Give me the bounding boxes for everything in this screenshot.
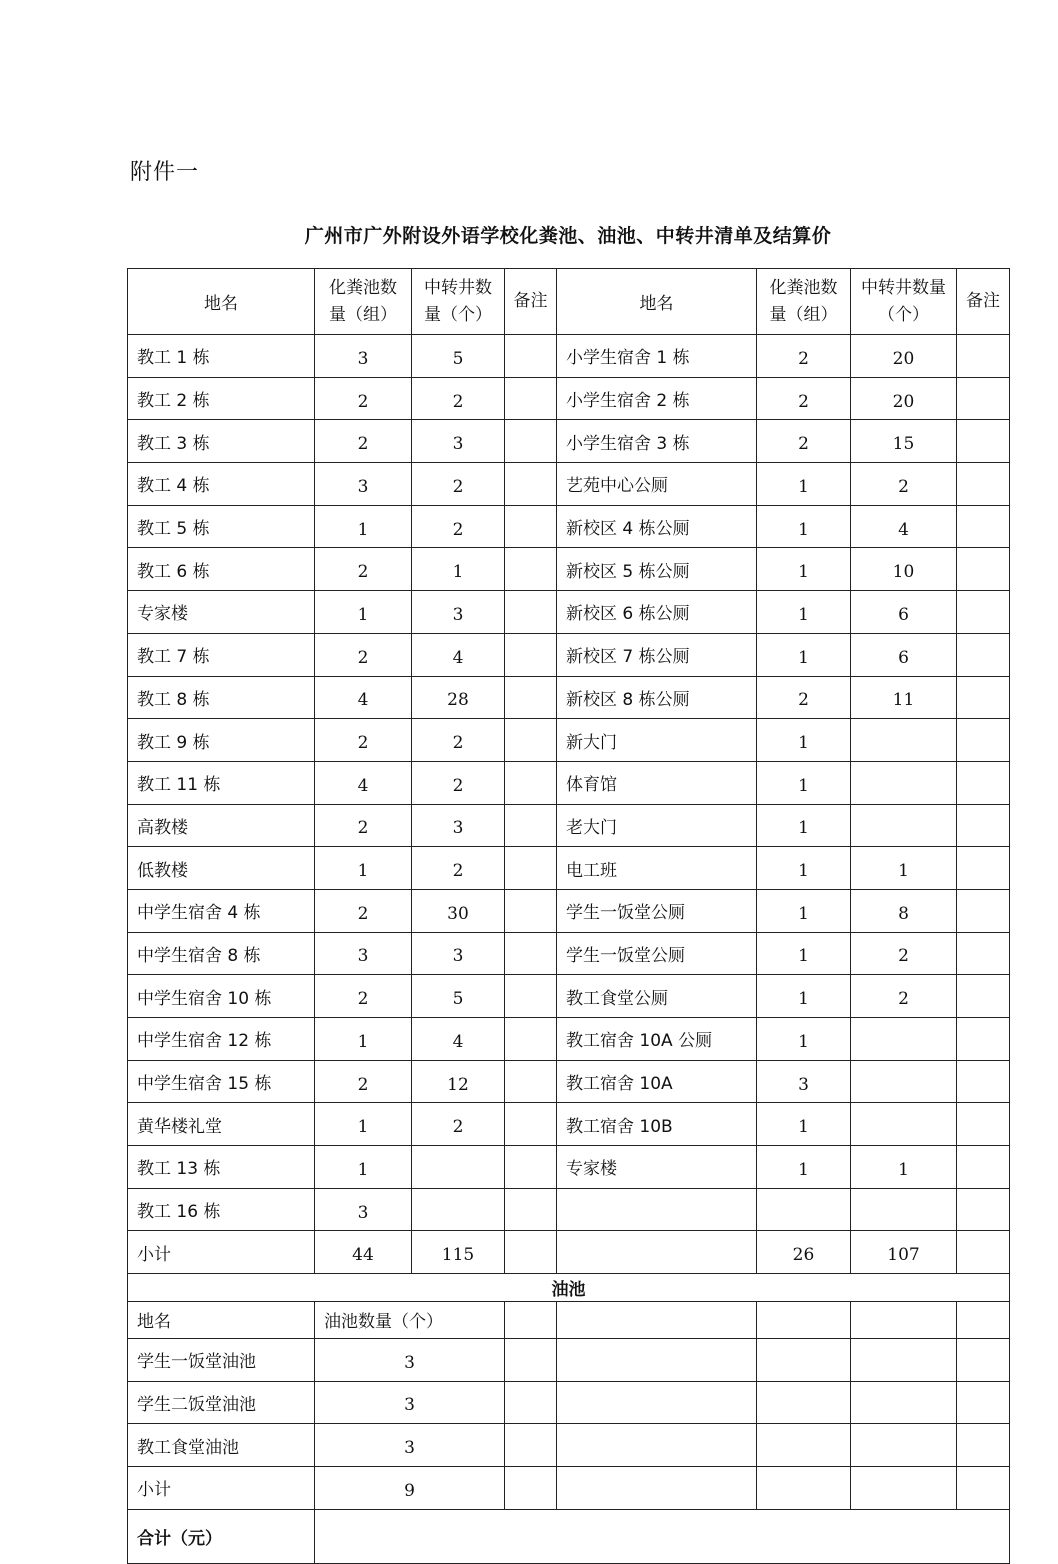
document-title: 广州市广外附设外语学校化粪池、油池、中转井清单及结算价 [304, 225, 832, 247]
left-note [505, 505, 557, 548]
right-place-name: 体育馆 [557, 761, 757, 804]
right-septic-count: 2 [757, 420, 851, 463]
right-transfer-count [851, 1060, 957, 1103]
left-note [505, 804, 557, 847]
right-place-name: 学生一饭堂公厕 [557, 932, 757, 975]
left-septic-count: 2 [315, 719, 412, 762]
oil-row [128, 1424, 1010, 1467]
empty-cell [505, 1302, 557, 1339]
right-note [957, 676, 1010, 719]
right-septic-count: 1 [757, 591, 851, 634]
right-note [957, 932, 1010, 975]
left-place-name: 教工 9 栋 [128, 719, 315, 762]
left-place-name: 教工 11 栋 [128, 761, 315, 804]
right-transfer-count: 1 [851, 847, 957, 890]
empty-cell [957, 1338, 1010, 1381]
right-transfer-count: 20 [851, 377, 957, 420]
left-septic-count: 1 [315, 1103, 412, 1146]
header-left-septic: 化粪池数量（组） [315, 269, 412, 335]
total-value [315, 1509, 1010, 1563]
right-transfer-count: 10 [851, 548, 957, 591]
left-transfer-count: 2 [412, 1103, 505, 1146]
right-place-name: 新校区 7 栋公厕 [557, 633, 757, 676]
right-transfer-count: 4 [851, 505, 957, 548]
left-transfer-count: 5 [412, 335, 505, 378]
right-place-name: 教工宿舍 10B [557, 1103, 757, 1146]
left-transfer-count: 1 [412, 548, 505, 591]
right-place-name: 小学生宿舍 2 栋 [557, 377, 757, 420]
right-transfer-count: 11 [851, 676, 957, 719]
right-transfer-count: 107 [851, 1231, 957, 1274]
left-septic-count: 2 [315, 420, 412, 463]
left-note [505, 932, 557, 975]
left-place-name: 中学生宿舍 8 栋 [128, 932, 315, 975]
right-septic-count: 1 [757, 932, 851, 975]
right-place-name: 新校区 6 栋公厕 [557, 591, 757, 634]
left-transfer-count: 5 [412, 975, 505, 1018]
right-transfer-count [851, 761, 957, 804]
left-transfer-count: 3 [412, 591, 505, 634]
left-septic-count: 2 [315, 377, 412, 420]
right-place-name: 学生一饭堂公厕 [557, 889, 757, 932]
attachment-label: 附件一 [130, 160, 200, 185]
left-place-name: 教工 8 栋 [128, 676, 315, 719]
header-right-note: 备注 [957, 269, 1010, 335]
left-note [505, 1146, 557, 1189]
empty-cell [957, 1381, 1010, 1424]
table-row [128, 889, 1010, 932]
oil-header-name: 地名 [128, 1302, 315, 1339]
right-note [957, 761, 1010, 804]
left-place-name: 黄华楼礼堂 [128, 1103, 315, 1146]
left-place-name: 教工 6 栋 [128, 548, 315, 591]
left-place-name: 中学生宿舍 10 栋 [128, 975, 315, 1018]
table-row [128, 505, 1010, 548]
right-place-name: 教工宿舍 10A 公厕 [557, 1018, 757, 1061]
right-place-name: 教工食堂公厕 [557, 975, 757, 1018]
empty-cell [851, 1302, 957, 1339]
left-septic-count: 4 [315, 676, 412, 719]
empty-cell [957, 1302, 1010, 1339]
left-transfer-count: 2 [412, 719, 505, 762]
left-note [505, 676, 557, 719]
left-septic-count: 1 [315, 847, 412, 890]
right-transfer-count: 8 [851, 889, 957, 932]
right-transfer-count: 2 [851, 463, 957, 506]
left-septic-count: 2 [315, 889, 412, 932]
total-row [128, 1509, 1010, 1563]
right-place-name: 新大门 [557, 719, 757, 762]
left-note [505, 1231, 557, 1274]
header-right-name: 地名 [557, 269, 757, 335]
left-place-name: 高教楼 [128, 804, 315, 847]
left-place-name: 教工 3 栋 [128, 420, 315, 463]
left-note [505, 719, 557, 762]
empty-cell [757, 1302, 851, 1339]
right-transfer-count: 1 [851, 1146, 957, 1189]
left-transfer-count: 4 [412, 1018, 505, 1061]
right-transfer-count [851, 1018, 957, 1061]
total-label: 合计（元） [128, 1509, 315, 1563]
header-right-septic: 化粪池数量（组） [757, 269, 851, 335]
header-left-transfer: 中转井数量（个） [412, 269, 505, 335]
table-row [128, 847, 1010, 890]
left-note [505, 847, 557, 890]
left-transfer-count: 3 [412, 932, 505, 975]
empty-cell [505, 1338, 557, 1381]
empty-cell [851, 1338, 957, 1381]
right-septic-count: 1 [757, 1146, 851, 1189]
right-septic-count: 1 [757, 761, 851, 804]
right-note [957, 420, 1010, 463]
left-place-name: 中学生宿舍 4 栋 [128, 889, 315, 932]
right-septic-count: 1 [757, 847, 851, 890]
left-septic-count: 2 [315, 804, 412, 847]
oil-count: 3 [315, 1424, 505, 1467]
right-note [957, 1231, 1010, 1274]
left-note [505, 1018, 557, 1061]
oil-row [128, 1338, 1010, 1381]
left-note [505, 377, 557, 420]
right-septic-count: 1 [757, 719, 851, 762]
right-transfer-count: 2 [851, 975, 957, 1018]
right-transfer-count [851, 1188, 957, 1231]
right-transfer-count: 20 [851, 335, 957, 378]
right-place-name: 新校区 5 栋公厕 [557, 548, 757, 591]
left-septic-count: 3 [315, 1188, 412, 1231]
left-transfer-count: 3 [412, 804, 505, 847]
right-note [957, 804, 1010, 847]
right-septic-count [757, 1188, 851, 1231]
table-row [128, 548, 1010, 591]
table-row [128, 804, 1010, 847]
right-note [957, 1060, 1010, 1103]
right-transfer-count: 2 [851, 932, 957, 975]
left-note [505, 975, 557, 1018]
left-septic-count: 4 [315, 761, 412, 804]
oil-row [128, 1381, 1010, 1424]
right-place-name: 教工宿舍 10A [557, 1060, 757, 1103]
table-row [128, 1231, 1010, 1274]
left-note [505, 591, 557, 634]
empty-cell [957, 1424, 1010, 1467]
right-note [957, 335, 1010, 378]
left-place-name: 专家楼 [128, 591, 315, 634]
oil-place-name: 小计 [128, 1466, 315, 1509]
table-row [128, 975, 1010, 1018]
right-note [957, 889, 1010, 932]
left-note [505, 548, 557, 591]
left-note [505, 335, 557, 378]
right-place-name: 新校区 8 栋公厕 [557, 676, 757, 719]
left-note [505, 1188, 557, 1231]
table-row [128, 633, 1010, 676]
right-transfer-count [851, 804, 957, 847]
empty-cell [851, 1424, 957, 1467]
oil-place-name: 教工食堂油池 [128, 1424, 315, 1467]
oil-row [128, 1466, 1010, 1509]
left-septic-count: 1 [315, 1018, 412, 1061]
right-septic-count: 2 [757, 676, 851, 719]
left-septic-count: 3 [315, 463, 412, 506]
right-note [957, 463, 1010, 506]
right-note [957, 847, 1010, 890]
left-septic-count: 3 [315, 932, 412, 975]
left-place-name: 教工 16 栋 [128, 1188, 315, 1231]
left-transfer-count: 4 [412, 633, 505, 676]
oil-count: 9 [315, 1466, 505, 1509]
empty-cell [557, 1381, 757, 1424]
right-septic-count: 1 [757, 505, 851, 548]
left-place-name: 教工 7 栋 [128, 633, 315, 676]
left-septic-count: 2 [315, 548, 412, 591]
right-note [957, 975, 1010, 1018]
oil-count: 3 [315, 1338, 505, 1381]
header-right-transfer: 中转井数量（个） [851, 269, 957, 335]
left-place-name: 中学生宿舍 15 栋 [128, 1060, 315, 1103]
table-row [128, 761, 1010, 804]
left-note [505, 761, 557, 804]
right-septic-count: 2 [757, 377, 851, 420]
left-place-name: 教工 2 栋 [128, 377, 315, 420]
left-septic-count: 1 [315, 591, 412, 634]
right-note [957, 1018, 1010, 1061]
header-row [128, 269, 1010, 335]
right-place-name: 小学生宿舍 1 栋 [557, 335, 757, 378]
empty-cell [957, 1466, 1010, 1509]
settlement-table [127, 268, 1010, 1564]
oil-place-name: 学生二饭堂油池 [128, 1381, 315, 1424]
left-septic-count: 1 [315, 1146, 412, 1189]
right-note [957, 633, 1010, 676]
right-septic-count: 1 [757, 975, 851, 1018]
right-place-name: 新校区 4 栋公厕 [557, 505, 757, 548]
table-row [128, 1188, 1010, 1231]
left-place-name: 教工 5 栋 [128, 505, 315, 548]
empty-cell [557, 1338, 757, 1381]
table-row [128, 719, 1010, 762]
left-note [505, 463, 557, 506]
empty-cell [851, 1466, 957, 1509]
empty-cell [757, 1338, 851, 1381]
right-septic-count: 1 [757, 889, 851, 932]
left-note [505, 420, 557, 463]
left-transfer-count: 28 [412, 676, 505, 719]
left-septic-count: 2 [315, 633, 412, 676]
oil-count: 3 [315, 1381, 505, 1424]
empty-cell [505, 1381, 557, 1424]
right-place-name: 艺苑中心公厕 [557, 463, 757, 506]
empty-cell [851, 1381, 957, 1424]
left-transfer-count [412, 1188, 505, 1231]
empty-cell [505, 1466, 557, 1509]
empty-cell [557, 1424, 757, 1467]
right-note [957, 719, 1010, 762]
empty-cell [557, 1466, 757, 1509]
left-septic-count: 44 [315, 1231, 412, 1274]
left-transfer-count: 2 [412, 463, 505, 506]
right-transfer-count: 6 [851, 591, 957, 634]
right-place-name: 专家楼 [557, 1146, 757, 1189]
right-note [957, 377, 1010, 420]
left-note [505, 1060, 557, 1103]
left-transfer-count: 12 [412, 1060, 505, 1103]
table-row [128, 1060, 1010, 1103]
empty-cell [757, 1466, 851, 1509]
right-transfer-count [851, 719, 957, 762]
right-note [957, 1103, 1010, 1146]
right-septic-count: 26 [757, 1231, 851, 1274]
left-septic-count: 3 [315, 335, 412, 378]
right-place-name: 老大门 [557, 804, 757, 847]
right-place-name [557, 1231, 757, 1274]
left-transfer-count: 2 [412, 847, 505, 890]
left-transfer-count: 2 [412, 761, 505, 804]
table-row [128, 1103, 1010, 1146]
left-transfer-count: 30 [412, 889, 505, 932]
header-left-note: 备注 [505, 269, 557, 335]
table-row [128, 1018, 1010, 1061]
left-place-name: 小计 [128, 1231, 315, 1274]
table-row [128, 377, 1010, 420]
left-note [505, 633, 557, 676]
right-septic-count: 1 [757, 1103, 851, 1146]
left-note [505, 889, 557, 932]
right-note [957, 1188, 1010, 1231]
left-septic-count: 2 [315, 975, 412, 1018]
table-row [128, 463, 1010, 506]
oil-section-title: 油池 [128, 1274, 1010, 1302]
table-row [128, 1146, 1010, 1189]
right-septic-count: 1 [757, 1018, 851, 1061]
left-place-name: 教工 13 栋 [128, 1146, 315, 1189]
table-row [128, 591, 1010, 634]
oil-header-row [128, 1302, 1010, 1339]
oil-place-name: 学生一饭堂油池 [128, 1338, 315, 1381]
left-place-name: 低教楼 [128, 847, 315, 890]
empty-cell [505, 1424, 557, 1467]
right-place-name: 小学生宿舍 3 栋 [557, 420, 757, 463]
left-place-name: 教工 4 栋 [128, 463, 315, 506]
left-place-name: 教工 1 栋 [128, 335, 315, 378]
table-row [128, 335, 1010, 378]
left-transfer-count: 2 [412, 377, 505, 420]
right-septic-count: 3 [757, 1060, 851, 1103]
left-septic-count: 1 [315, 505, 412, 548]
right-septic-count: 1 [757, 463, 851, 506]
empty-cell [557, 1302, 757, 1339]
right-septic-count: 1 [757, 804, 851, 847]
empty-cell [757, 1424, 851, 1467]
left-septic-count: 2 [315, 1060, 412, 1103]
left-place-name: 中学生宿舍 12 栋 [128, 1018, 315, 1061]
oil-header-count: 油池数量（个） [315, 1302, 505, 1339]
table-row [128, 932, 1010, 975]
table-row [128, 676, 1010, 719]
right-note [957, 1146, 1010, 1189]
right-place-name [557, 1188, 757, 1231]
right-transfer-count: 6 [851, 633, 957, 676]
right-transfer-count [851, 1103, 957, 1146]
right-septic-count: 2 [757, 335, 851, 378]
right-septic-count: 1 [757, 633, 851, 676]
header-left-name: 地名 [128, 269, 315, 335]
right-septic-count: 1 [757, 548, 851, 591]
right-place-name: 电工班 [557, 847, 757, 890]
left-transfer-count: 2 [412, 505, 505, 548]
right-transfer-count: 15 [851, 420, 957, 463]
right-note [957, 591, 1010, 634]
table-row [128, 420, 1010, 463]
left-note [505, 1103, 557, 1146]
oil-section-row [128, 1274, 1010, 1302]
right-note [957, 505, 1010, 548]
left-transfer-count [412, 1146, 505, 1189]
left-transfer-count: 3 [412, 420, 505, 463]
left-transfer-count: 115 [412, 1231, 505, 1274]
empty-cell [757, 1381, 851, 1424]
right-note [957, 548, 1010, 591]
